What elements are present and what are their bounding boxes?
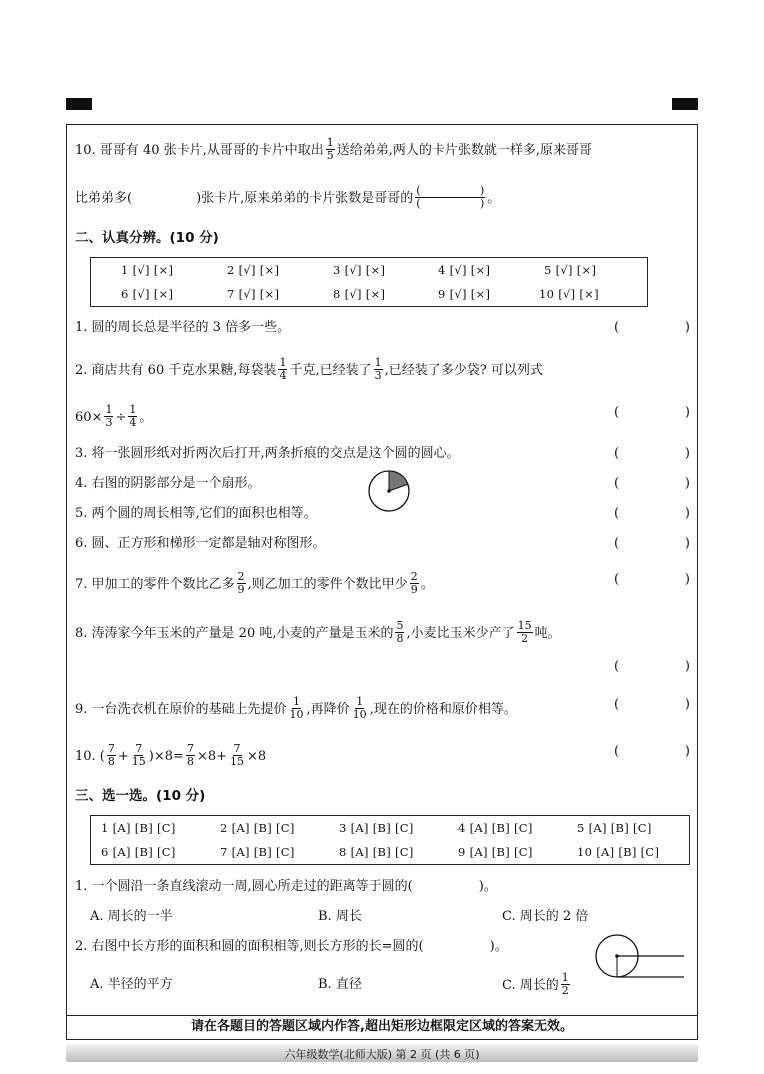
answer-paren[interactable]: ( ) xyxy=(614,405,690,420)
answer-cell[interactable]: 4 [A] [B] [C] xyxy=(458,821,533,835)
choice-q2-option-c[interactable]: C. 周长的 $\frac{1}{2}$ xyxy=(502,971,569,997)
answer-cell[interactable]: 3 [√] [×] xyxy=(333,263,386,277)
page-number-label: 六年级数学(北师大版) 第 2 页 (共 6 页) xyxy=(284,1048,480,1061)
section2-title: 二、认真分辨。(10 分) xyxy=(75,230,219,246)
answer-cell[interactable]: 9 [A] [B] [C] xyxy=(458,845,533,859)
sector-figure xyxy=(366,468,412,514)
choice-q2: 2. 右图中长方形的面积和圆的面积相等,则长方形的长=圆的( )。 xyxy=(75,939,508,954)
answer-paren[interactable]: ( ) xyxy=(614,659,690,674)
answer-cell[interactable]: 1 [√] [×] xyxy=(121,263,174,277)
judge-q6: 6. 圆、正方形和梯形一定都是轴对称图形。 xyxy=(75,536,326,551)
answer-cell[interactable]: 4 [√] [×] xyxy=(438,263,491,277)
judge-q8: 8. 涛涛家今年玉米的产量是 20 吨,小麦的产量是玉米的 $\frac{5}{8}$ ,小麦比玉米少产了 $\frac{15}{2}$ 吨。 xyxy=(75,619,561,645)
answer-area-notice: 请在各题目的答题区域内作答,超出矩形边框限定区域的答案无效。 xyxy=(66,1016,698,1040)
choice-answer-sheet xyxy=(90,815,690,865)
answer-cell[interactable]: 6 [√] [×] xyxy=(121,287,174,301)
corner-marker-left xyxy=(66,98,92,110)
choice-q1: 1. 一个圆沿一条直线滚动一周,圆心所走过的距离等于圆的( )。 xyxy=(75,879,497,894)
circle-rectangle-figure xyxy=(594,932,686,980)
q10-fill-line1: 10. 哥哥有 40 张卡片,从哥哥的卡片中取出 $\frac{1}{5}$ 送给弟弟,两人的卡片张数就一样多,原来哥哥 xyxy=(75,136,593,162)
answer-cell[interactable]: 2 [√] [×] xyxy=(227,263,280,277)
answer-cell[interactable]: 10 [√] [×] xyxy=(539,287,599,301)
answer-cell[interactable]: 8 [A] [B] [C] xyxy=(339,845,414,859)
answer-cell[interactable]: 5 [A] [B] [C] xyxy=(577,821,652,835)
judge-q4: 4. 右图的阴影部分是一个扇形。 xyxy=(75,476,261,491)
answer-cell[interactable]: 2 [A] [B] [C] xyxy=(220,821,295,835)
section3-title: 三、选一选。(10 分) xyxy=(75,788,206,804)
answer-paren[interactable]: ( ) xyxy=(614,446,690,461)
answer-cell[interactable]: 10 [A] [B] [C] xyxy=(577,845,660,859)
answer-paren[interactable]: ( ) xyxy=(614,476,690,491)
corner-marker-right xyxy=(672,98,698,110)
judge-q2: 2. 商店共有 60 千克水果糖,每袋装 $\frac{1}{4}$ 千克,已经装了 $\frac{1}{3}$ ,已经装了多少袋? 可以列式 xyxy=(75,356,543,382)
judge-q2-expression: 60× $\frac{1}{3}$ ÷ $\frac{1}{4}$ 。 xyxy=(75,403,153,429)
judge-q5: 5. 两个圆的周长相等,它们的面积也相等。 xyxy=(75,506,317,521)
answer-paren[interactable]: ( ) xyxy=(614,320,690,335)
choice-q2-option-a[interactable]: A. 半径的平方 xyxy=(90,977,173,992)
answer-cell[interactable]: 3 [A] [B] [C] xyxy=(339,821,414,835)
answer-paren[interactable]: ( ) xyxy=(614,506,690,521)
answer-paren[interactable]: ( ) xyxy=(614,744,690,759)
answer-cell[interactable]: 9 [√] [×] xyxy=(438,287,491,301)
answer-cell[interactable]: 8 [√] [×] xyxy=(333,287,386,301)
answer-paren[interactable]: ( ) xyxy=(614,572,690,587)
answer-cell[interactable]: 7 [√] [×] xyxy=(227,287,280,301)
q10-fill-line2: 比弟弟多( )张卡片,原来弟弟的卡片张数是哥哥的 ( ) ( ) 。 xyxy=(75,184,501,210)
judge-q1: 1. 圆的周长总是半径的 3 倍多一些。 xyxy=(75,320,291,335)
choice-q2-option-b[interactable]: B. 直径 xyxy=(318,977,362,992)
fraction: $\frac{1}{5}$ xyxy=(326,136,334,162)
judge-answer-sheet xyxy=(90,257,648,307)
answer-cell[interactable]: 1 [A] [B] [C] xyxy=(101,821,176,835)
answer-paren[interactable]: ( ) xyxy=(614,697,690,712)
judge-q9: 9. 一台洗衣机在原价的基础上先提价 $\frac{1}{10}$ ,再降价 $\frac{1}{10}$ ,现在的价格和原价相等。 xyxy=(75,695,517,721)
choice-q1-option-c[interactable]: C. 周长的 2 倍 xyxy=(502,909,589,924)
judge-q10: 10. ( $\frac{7}{8}$ + $\frac{7}{15}$ )×8= $\frac{7}{8}$ ×8+ $\frac{7}{15}$ ×8 xyxy=(75,742,267,768)
judge-q7: 7. 甲加工的零件个数比乙多 $\frac{2}{9}$ ,则乙加工的零件个数比甲少 $\frac{2}{9}$ 。 xyxy=(75,570,434,596)
choice-q1-option-b[interactable]: B. 周长 xyxy=(318,909,362,924)
answer-cell[interactable]: 7 [A] [B] [C] xyxy=(220,845,295,859)
answer-blank-fraction[interactable]: ( ) ( ) xyxy=(416,184,485,210)
choice-q1-option-a[interactable]: A. 周长的一半 xyxy=(90,909,173,924)
answer-paren[interactable]: ( ) xyxy=(614,536,690,551)
judge-q3: 3. 将一张圆形纸对折两次后打开,两条折痕的交点是这个圆的圆心。 xyxy=(75,446,460,461)
answer-cell[interactable]: 6 [A] [B] [C] xyxy=(101,845,176,859)
answer-cell[interactable]: 5 [√] [×] xyxy=(544,263,597,277)
